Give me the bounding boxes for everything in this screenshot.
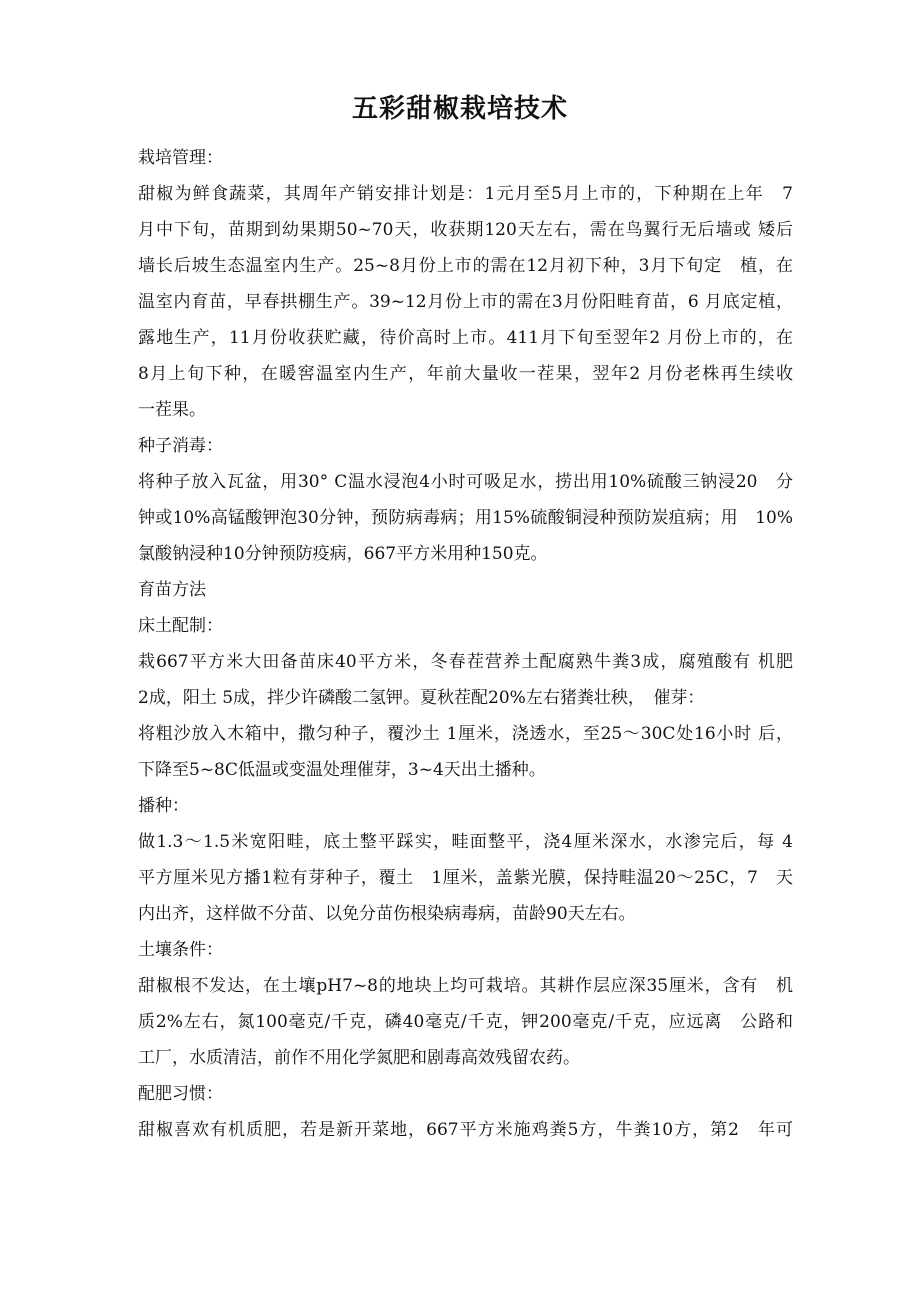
paragraph-line: 甜椒喜欢有机质肥，若是新开菜地，667平方米施鸡粪5方，牛粪10方，第2 年可 bbox=[138, 1120, 793, 1140]
section-heading-bed-soil: 床土配制： bbox=[138, 616, 223, 636]
paragraph-line: 甜椒为鲜食蔬菜，其周年产销安排计划是：1元月至5月上市的，下种期在上年 7 bbox=[138, 184, 793, 204]
section-heading-soil-conditions: 土壤条件： bbox=[138, 940, 223, 960]
section-heading-fertilizer: 配肥习惯： bbox=[138, 1084, 223, 1104]
paragraph-line: 2成，阳土 5成，拌少许磷酸二氢钾。夏秋茬配20%左右猪粪壮秧， 催芽： bbox=[138, 688, 705, 708]
paragraph-line: 月中下旬，苗期到幼果期50~70天，收获期120天左右，需在鸟翼行无后墙或 矮后 bbox=[138, 220, 793, 240]
paragraph-line: 质2%左右，氮100毫克/千克，磷40毫克/千克，钾200毫克/千克，应远离 公路和 bbox=[138, 1012, 793, 1032]
section-heading-cultivation: 栽培管理： bbox=[138, 148, 223, 168]
paragraph-line: 将种子放入瓦盆，用30° C温水浸泡4小时可吸足水，捞出用10%硫酸三钠浸20 分 bbox=[138, 472, 793, 492]
paragraph-line: 做1.3～1.5米宽阳畦，底土整平踩实，畦面整平，浇4厘米深水，水渗完后，每 4 bbox=[138, 832, 793, 852]
paragraph-line: 内出齐，这样做不分苗、以免分苗伤根染病毒病，苗龄90天左右。 bbox=[138, 904, 636, 924]
paragraph-line: 8月上旬下种，在暖窖温室内生产，年前大量收一茬果，翌年2 月份老株再生续收 bbox=[138, 364, 793, 384]
paragraph-line: 甜椒根不发达，在土壤pH7~8的地块上均可栽培。其耕作层应深35厘米，含有 机 bbox=[138, 976, 793, 996]
paragraph-line: 钟或10%高锰酸钾泡30分钟，预防病毒病；用15%硫酸铜浸种预防炭疽病；用 10% bbox=[138, 508, 793, 528]
paragraph-line: 栽667平方米大田备苗床40平方米，冬春茬营养土配腐熟牛粪3成，腐殖酸有 机肥 bbox=[138, 652, 793, 672]
document-body bbox=[138, 140, 793, 1148]
paragraph-line: 温室内育苗，早春拱棚生产。39~12月份上市的需在3月份阳畦育苗，6 月底定植， bbox=[138, 292, 793, 312]
paragraph-line: 平方厘米见方播1粒有芽种子，覆土 1厘米，盖紫光膜，保持畦温20～25C，7 天 bbox=[138, 868, 793, 888]
section-heading-seedling-method: 育苗方法 bbox=[138, 580, 206, 600]
paragraph-line: 氯酸钠浸种10分钟预防疫病，667平方米用种150克。 bbox=[138, 544, 548, 564]
paragraph-line: 将粗沙放入木箱中，撒匀种子，覆沙土 1厘米，浇透水，至25～30C处16小时 后， bbox=[138, 724, 793, 744]
section-heading-seed-disinfection: 种子消毒： bbox=[138, 436, 223, 456]
document-title: 五彩甜椒栽培技术 bbox=[351, 94, 568, 124]
paragraph-line: 下降至5~8C低温或变温处理催芽，3~4天出土播种。 bbox=[138, 760, 546, 780]
paragraph-line: 露地生产，11月份收获贮藏，待价高时上市。411月下旬至翌年2 月份上市的，在 bbox=[138, 328, 793, 348]
paragraph-line: 工厂，水质清洁，前作不用化学氮肥和剧毒高效残留农药。 bbox=[138, 1048, 580, 1068]
paragraph-line: 墙长后坡生态温室内生产。25~8月份上市的需在12月初下种，3月下旬定 植，在 bbox=[138, 256, 793, 276]
section-heading-sowing: 播种： bbox=[138, 796, 189, 816]
paragraph-line: 一茬果。 bbox=[138, 400, 206, 420]
